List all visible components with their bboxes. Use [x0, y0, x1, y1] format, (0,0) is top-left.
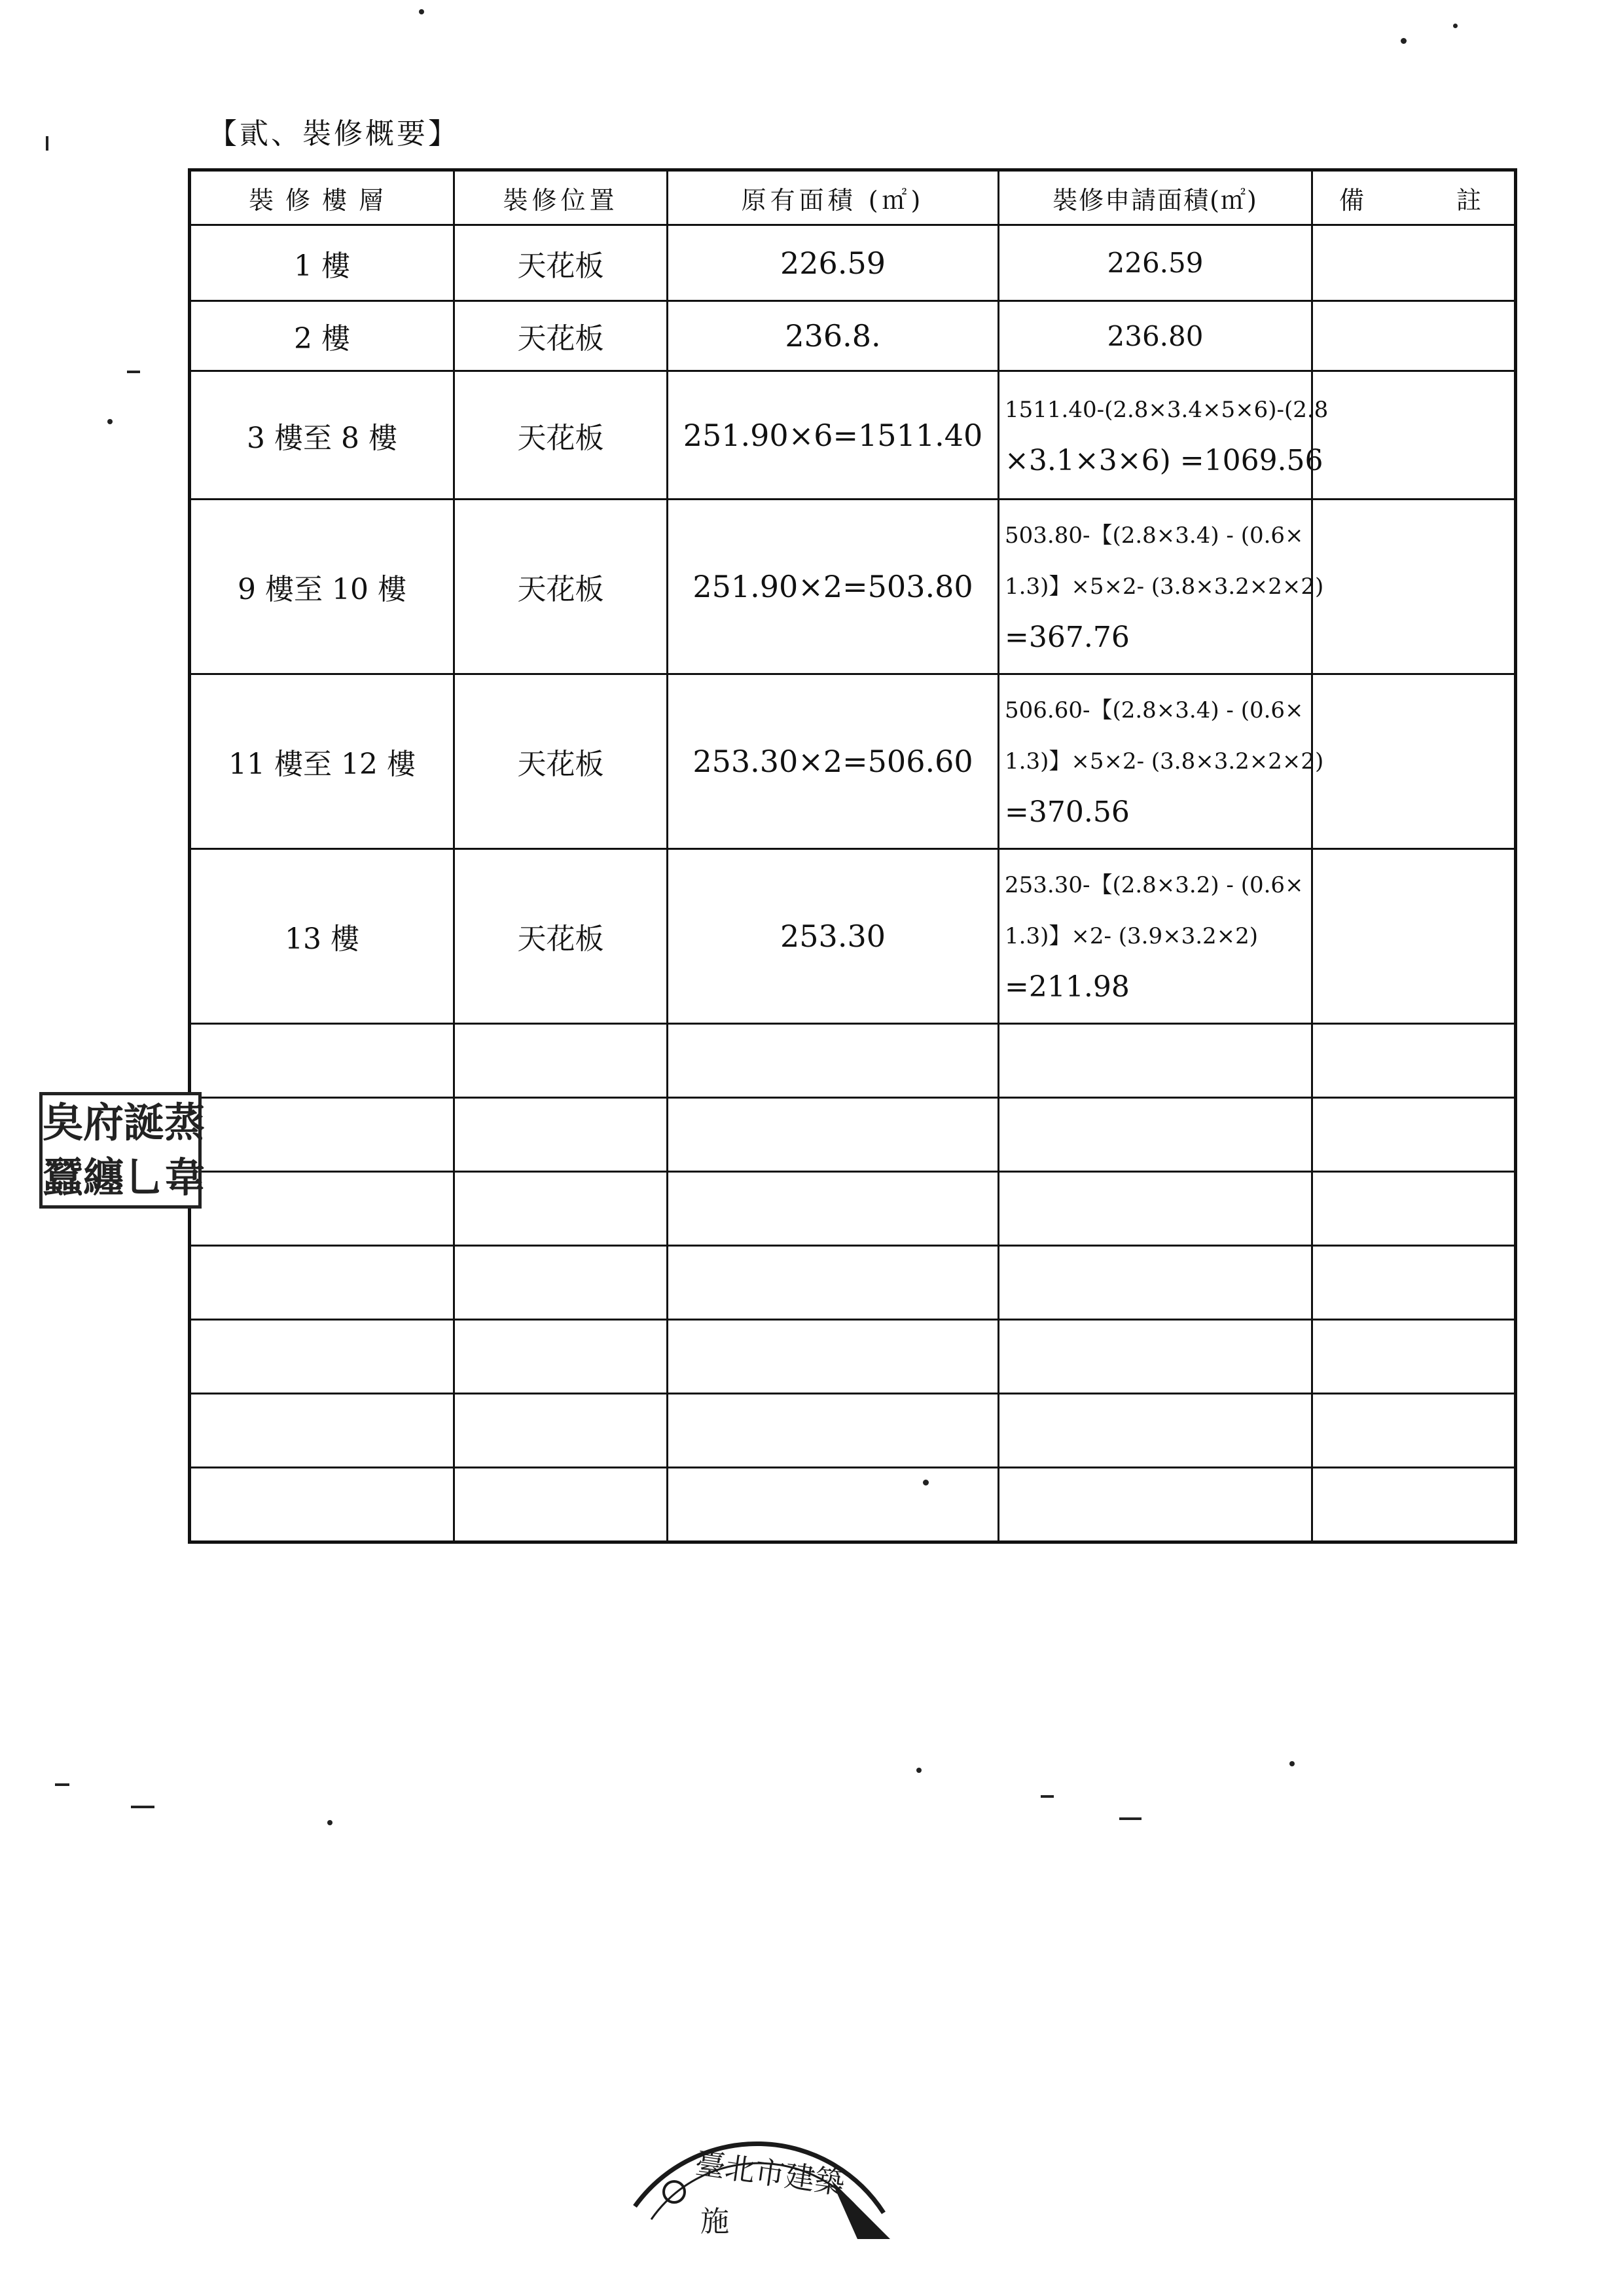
- formula-line: 506.60-【(2.8×3.4) - (0.6×: [1005, 697, 1304, 723]
- cell-requested-area: [999, 500, 1324, 674]
- cell-original-area: 226.59: [668, 225, 999, 301]
- blank-row: [190, 1246, 1516, 1320]
- blank-row: [190, 1468, 1516, 1542]
- cell-remarks: [1312, 674, 1516, 849]
- formula-line: 1.3)】×5×2- (3.8×3.2×2×2): [1005, 574, 1324, 600]
- blank-row: [190, 1394, 1516, 1468]
- cell-floor: 11 樓至 12 樓: [190, 674, 454, 849]
- scan-dash: [1119, 1817, 1142, 1820]
- scan-speck: [107, 419, 113, 424]
- cell-original-area: 253.30: [668, 849, 999, 1024]
- formula-line: 1511.40-(2.8×3.4×5×6)-(2.8: [1005, 396, 1329, 423]
- cell-requested-area: [999, 371, 1329, 500]
- seal-char: 蒸: [164, 1099, 206, 1146]
- seal-char: 纏: [83, 1154, 124, 1201]
- cell-floor: 3 樓至 8 樓: [190, 371, 454, 500]
- table-row: [190, 674, 1516, 849]
- cell-remarks: [1312, 225, 1516, 301]
- seal-char: 乚: [124, 1154, 165, 1201]
- scan-speck: [923, 1480, 929, 1485]
- cell-location: 天花板: [454, 500, 668, 674]
- cell-floor: 13 樓: [190, 849, 454, 1024]
- cell-original-area: 251.90×6=1511.40: [668, 371, 999, 500]
- blank-row: [190, 1320, 1516, 1394]
- cell-location: 天花板: [454, 674, 668, 849]
- header-location: 裝修位置: [454, 170, 668, 225]
- cell-remarks: [1312, 500, 1516, 674]
- header-remarks-char-1: 備: [1339, 185, 1365, 215]
- seal-text: 臺北市建築: [692, 2145, 848, 2202]
- scan-speck: [1289, 1761, 1295, 1766]
- cell-requested-area: 226.59: [999, 225, 1312, 301]
- cell-location: 天花板: [454, 849, 668, 1024]
- cell-requested-area: [999, 849, 1312, 1024]
- table-header-row: [190, 170, 1516, 225]
- scan-dash: [127, 371, 140, 373]
- cell-location: 天花板: [454, 371, 668, 500]
- cell-original-area: 251.90×2=503.80: [668, 500, 999, 674]
- cell-requested-area: [999, 674, 1324, 849]
- formula-result: =370.56: [1005, 795, 1130, 829]
- cell-location: 天花板: [454, 225, 668, 301]
- cell-requested-area: 236.80: [999, 301, 1312, 371]
- seal-emblem-icon: [664, 2181, 685, 2202]
- table-row: [190, 371, 1516, 500]
- formula-line: 1.3)】×2- (3.9×3.2×2): [1005, 923, 1259, 949]
- cell-original-area: 253.30×2=506.60: [668, 674, 999, 849]
- architect-seal-stamp: [39, 1092, 206, 1209]
- cell-original-area: 236.8.: [668, 301, 999, 371]
- header-floor: 裝修樓層: [190, 170, 454, 225]
- scan-dash: [55, 1783, 69, 1786]
- cell-remarks: [1312, 371, 1516, 500]
- seal-char: 誕: [124, 1099, 165, 1146]
- seal-char: 府: [83, 1099, 124, 1146]
- official-round-seal-stamp: [615, 2121, 903, 2239]
- table-row: [190, 301, 1516, 371]
- scan-speck: [1453, 24, 1458, 28]
- section-title: 【貳、裝修概要】: [208, 117, 459, 151]
- formula-line: 253.30-【(2.8×3.2) - (0.6×: [1005, 872, 1304, 898]
- formula-result: =367.76: [1005, 621, 1130, 654]
- scan-speck: [916, 1768, 922, 1773]
- seal-char: 韋: [164, 1154, 206, 1201]
- scan-speck: [1401, 38, 1407, 44]
- formula-line: ×3.1×3×6) =1069.56: [1005, 443, 1323, 477]
- blank-row: [190, 1098, 1516, 1172]
- table-row: [190, 500, 1516, 674]
- scan-dash: [1041, 1795, 1054, 1798]
- cell-floor: 1 樓: [190, 225, 454, 301]
- scan-dash: [46, 136, 48, 151]
- blank-row: [190, 1172, 1516, 1246]
- header-remarks: [1312, 170, 1516, 225]
- scan-dash: [131, 1806, 154, 1808]
- scan-speck: [327, 1820, 333, 1825]
- seal-partial-text: 施: [700, 2205, 729, 2238]
- table-row: [190, 225, 1516, 301]
- cell-floor: 9 樓至 10 樓: [190, 500, 454, 674]
- cell-remarks: [1312, 301, 1516, 371]
- table-row: [190, 849, 1516, 1024]
- renovation-summary-table: [188, 168, 1517, 1544]
- scan-speck: [419, 9, 424, 14]
- seal-char: 蠶: [43, 1154, 84, 1201]
- header-remarks-char-2: 註: [1456, 185, 1481, 215]
- formula-line: 1.3)】×5×2- (3.8×3.2×2×2): [1005, 748, 1324, 774]
- blank-row: [190, 1024, 1516, 1098]
- header-requested-area: 裝修申請面積(㎡): [999, 170, 1312, 225]
- header-original-area: 原有面積 (㎡): [668, 170, 999, 225]
- cell-location: 天花板: [454, 301, 668, 371]
- cell-remarks: [1312, 849, 1516, 1024]
- formula-line: 503.80-【(2.8×3.4) - (0.6×: [1005, 522, 1304, 549]
- seal-char: 㚖: [43, 1099, 84, 1146]
- cell-floor: 2 樓: [190, 301, 454, 371]
- formula-result: =211.98: [1005, 970, 1130, 1004]
